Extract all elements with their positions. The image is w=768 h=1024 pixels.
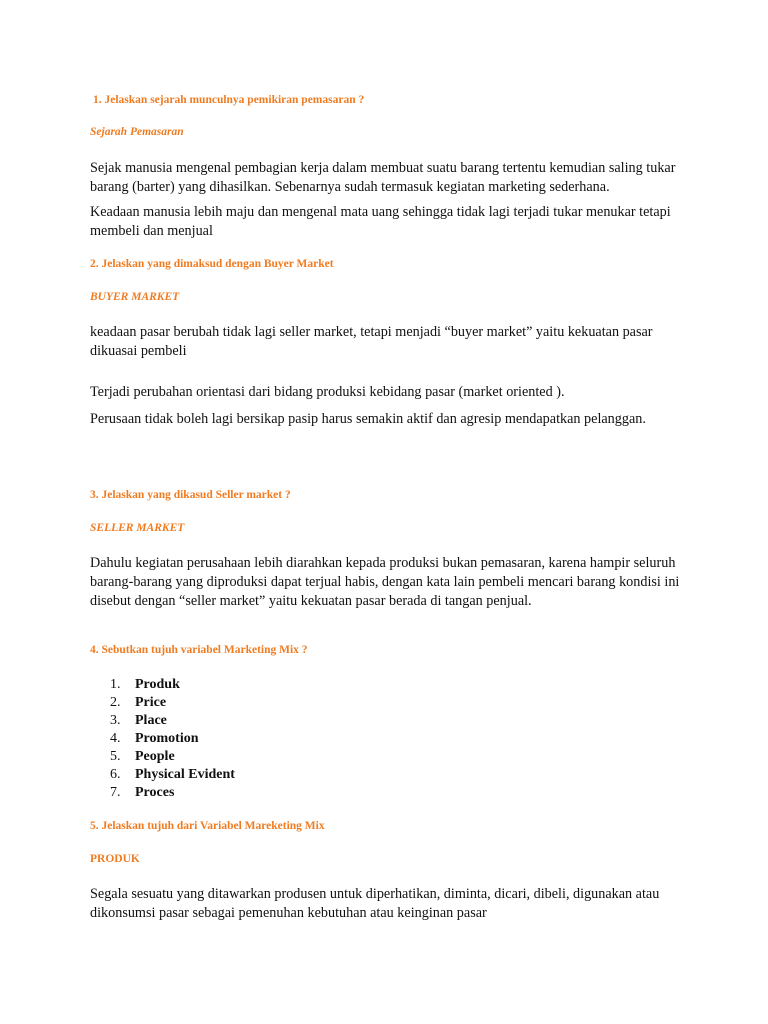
paragraph: Terjadi perubahan orientasi dari bidang produksi kebidang pasar (market oriented ). bbox=[90, 384, 565, 400]
question-4-heading: 4. Sebutkan tujuh variabel Marketing Mix ? bbox=[90, 644, 308, 656]
list-item: 7. Proces bbox=[110, 785, 175, 800]
paragraph: Keadaan manusia lebih maju dan mengenal mata uang sehingga tidak lagi terjadi tukar menukar tetapi membeli dan menjual bbox=[90, 204, 671, 239]
section-title-produk: PRODUK bbox=[90, 853, 140, 865]
paragraph: Dahulu kegiatan perusahaan lebih diarahkan kepada produksi bukan pemasaran, karena hampir seluruh barang-barang yang diproduksi dapat terjual habis, dengan kata lain pembeli mencari barang kondisi ini disebut dengan “seller market” yaitu kekuatan pasar berada di tangan penjual. bbox=[90, 555, 680, 609]
list-item: 2. Price bbox=[110, 695, 167, 710]
section-title-seller-market: SELLER MARKET bbox=[90, 522, 185, 534]
list-item: 4. Promotion bbox=[110, 731, 199, 746]
question-3-heading: 3. Jelaskan yang dikasud Seller market ? bbox=[90, 489, 291, 501]
question-5-heading: 5. Jelaskan tujuh dari Variabel Mareketing Mix bbox=[90, 820, 325, 832]
list-item: 1. Produk bbox=[110, 677, 180, 692]
list-item: 5. People bbox=[110, 749, 175, 764]
list-item: 6. Physical Evident bbox=[110, 767, 235, 782]
marketing-mix-list bbox=[110, 676, 235, 802]
paragraph: Segala sesuatu yang ditawarkan produsen untuk diperhatikan, diminta, dicari, dibeli, digunakan atau dikonsumsi pasar sebagai pemenuhan kebutuhan atau keinginan pasar bbox=[90, 886, 660, 921]
paragraph: Sejak manusia mengenal pembagian kerja dalam membuat suatu barang tertentu kemudian saling tukar barang (barter) yang dihasilkan. Sebenarnya sudah termasuk kegiatan marketing sederhana. bbox=[90, 160, 676, 195]
question-2-heading: 2. Jelaskan yang dimaksud dengan Buyer Market bbox=[90, 258, 334, 270]
section-title-buyer-market: BUYER MARKET bbox=[90, 291, 180, 303]
question-1-heading: 1. Jelaskan sejarah munculnya pemikiran pemasaran ? bbox=[93, 94, 365, 106]
section-title-sejarah-pemasaran: Sejarah Pemasaran bbox=[90, 126, 184, 138]
paragraph: Perusaan tidak boleh lagi bersikap pasip harus semakin aktif dan agresip mendapatkan pelanggan. bbox=[90, 411, 646, 427]
list-item: 3. Place bbox=[110, 713, 167, 728]
paragraph: keadaan pasar berubah tidak lagi seller market, tetapi menjadi “buyer market” yaitu kekuatan pasar dikuasai pembeli bbox=[90, 324, 653, 359]
